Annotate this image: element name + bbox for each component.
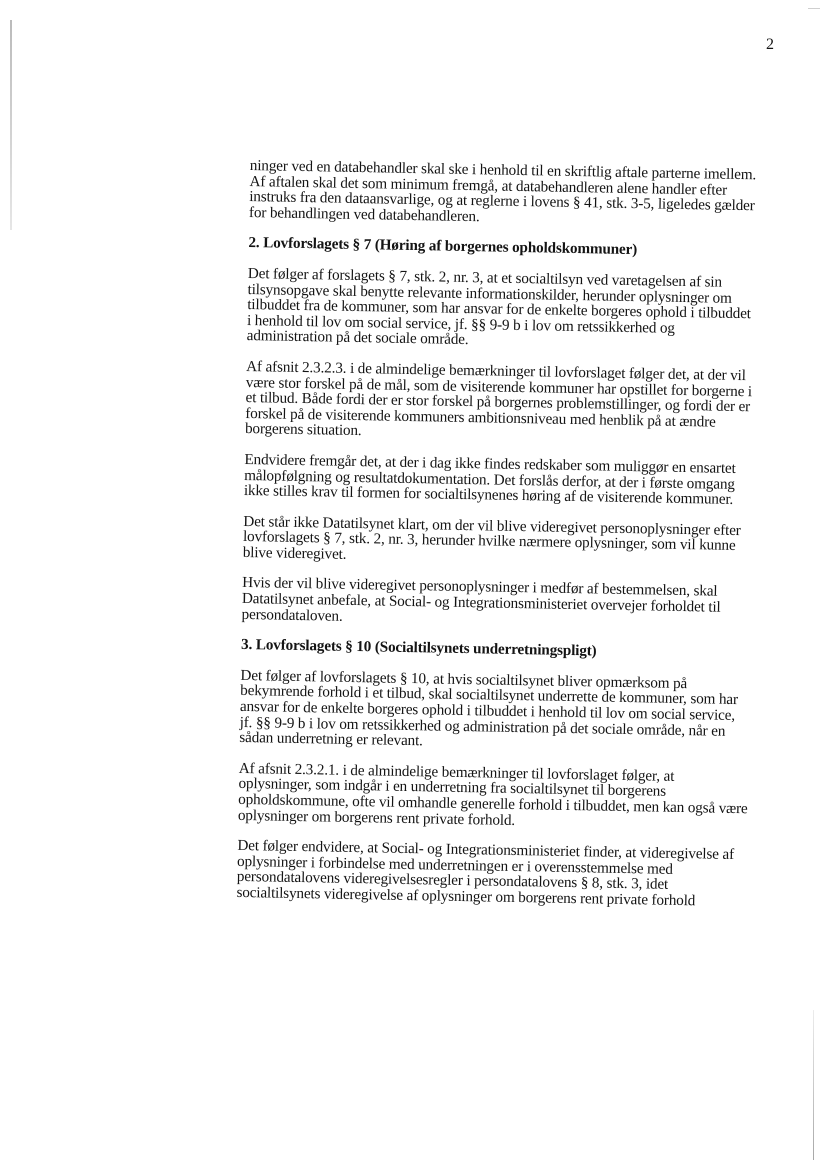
paragraph: ninger ved en databehandler skal ske i henhold til en skriftlig aftale parterne imellem. Af aftalen skal det som minimum fremgå, at databehandleren alene handler efter instruks fra den dataansvarlige, og at reglerne i lovens § 41, stk. 3-5, ligeledes gælder for behandlingen ved databehandleren.: [248, 157, 757, 225]
paragraph: Det står ikke Datatilsynet klart, om der vil blive videregivet personoplysninger efter lovforslagets § 7, stk. 2, nr. 3, herunder hvilke nærmere oplysninger, som vil kunne blive videregivet.: [242, 512, 741, 563]
paragraph: Det følger af lovforslagets § 10, at hvis socialtilsynet bliver opmærksom på bekymrende forhold i et tilbud, skal socialtilsynet underrette de kommuner, som har ansvar for de enkelte borgeres ophold i tilbuddet i henhold til lov om social service, jf. §§ 9-9 b i lov om retssikkerhed og administration på det sociale område, når en sådan underretning er relevant.: [239, 666, 739, 750]
paragraph: Hvis der vil blive videregivet personoplysninger i medfør af bestemmelsen, skal Datatilsynet anbefale, at Social- og Integrationsministeriet overvejer forholdet til persondataloven.: [241, 574, 721, 625]
paragraph: Endvidere fremgår det, at der i dag ikke findes redskaber som muliggør en ensartet målopfølgning og resultatdokumentation. Det forslås derfor, at der i første omgang ikke stilles krav til formen for socialtilsynenes høring af de visiterende kommuner.: [243, 450, 736, 509]
scan-edge-right: [813, 1010, 814, 1160]
scan-mark: [808, 8, 820, 9]
page-number: 2: [766, 36, 774, 53]
section-heading: 3. Lovforslagets § 10 (Socialtilsynets underretningspligt): [240, 636, 597, 660]
paragraph: Det følger endvidere, at Social- og Integrationsministeriet finder, at videregivelse af oplysninger i forbindelse med underretningen er i overensstemmelse med persondatalovens videregivelsesregler i persondatalovens § 8, stk. 3, idet socialtilsynets videregivelse af oplysninger om borgerens rent private forhold: [236, 837, 735, 910]
paragraph: Af afsnit 2.3.2.1. i de almindelige bemærkninger til lovforslaget følger, at oplysninger, som indgår i en underretning fra socialtilsynet til borgerens opholdskommune, ofte vil omhandle generelle forhold i tilbuddet, men kan også være oplysninger om borgerens rent private forhold.: [237, 759, 748, 829]
scan-edge-left: [10, 20, 12, 230]
document-body: [236, 158, 760, 925]
section-heading: 2. Lovforslagets § 7 (Høring af borgernes opholdskommuner): [248, 234, 638, 259]
paragraph: Af afsnit 2.3.2.3. i de almindelige bemærkninger til lovforslaget følger det, at der vil være stor forskel på de mål, som de visiterende kommuner har opstillet for borgerne i et tilbud. Både fordi der er stor forskel på borgernes problemstillinger, og fordi der er forskel på de visiterende kommuners ambitionsniveau med henblik på at ændre borgerens situation.: [244, 357, 753, 440]
paragraph: Det følger af forslagets § 7, stk. 2, nr. 3, at et socialtilsyn ved varetagelsen af sin tilsynsopgave skal benytte relevante informationskilder, herunder oplysninger om tilbuddet fra de kommuner, som har ansvar for de enkelte borgeres ophold i tilbuddet i henhold til lov om social service, jf. §§ 9-9 b i lov om retssikkerhed og administration på det sociale område.: [246, 264, 751, 349]
